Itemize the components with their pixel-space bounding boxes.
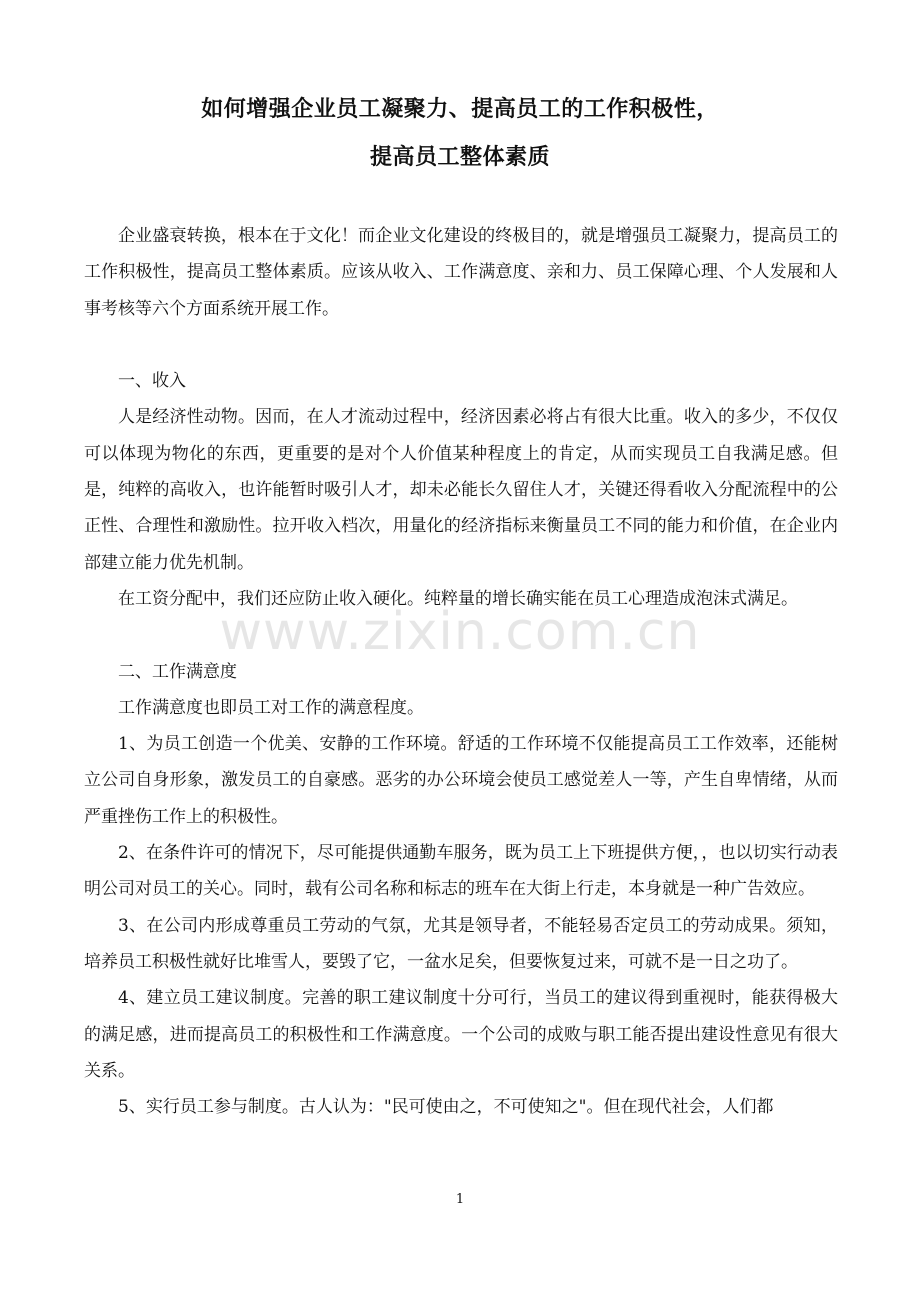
document-title-line1: 如何增强企业员工凝聚力、提高员工的工作积极性， [201,97,719,122]
satisfaction-item-5: 5、实行员工参与制度。古人认为："民可使由之，不可使知之"。但在现代社会，人们都 [118,1097,774,1118]
section-heading-income: 一、收入 [118,371,186,392]
satisfaction-item-4: 4、建立员工建议制度。完善的职工建议制度十分可行，当员工的建议得到重视时，能获得极大的满足感，进而提高员工的积极性和工作满意度。一个公司的成败与职工能否提出建设性意见有很大关系。 [84,988,838,1081]
income-paragraph-1: 人是经济性动物。因而，在人才流动过程中，经济因素必将占有很大比重。收入的多少，不仅仅可以体现为物化的东西，更重要的是对个人价值某种程度上的肯定，从而实现员工自我满足感。但是，纯粹的高收入，也许能暂时吸引人才，却未必能长久留住人才，关键还得看收入分配流程中的公正性、合理性和激励性。拉开收入档次，用量化的经济指标来衡量员工不同的能力和价值，在企业内部建立能力优先机制。 [84,407,838,573]
section-heading-satisfaction: 二、工作满意度 [118,661,237,682]
page-number: 1 [455,1192,465,1207]
document-body [84,218,838,1125]
satisfaction-item-2: 2、在条件许可的情况下，尽可能提供通勤车服务，既为员工上下班提供方便，，也以切实行动表明公司对员工的关心。同时，载有公司名称和标志的班车在大街上行走，本身就是一种广告效应。 [84,843,838,900]
satisfaction-paragraph-1: 工作满意度也即员工对工作的满意程度。 [118,697,424,718]
blank-line [84,327,838,363]
document-title-line2: 提高员工整体素质 [369,145,550,170]
satisfaction-item-3: 3、在公司内形成尊重员工劳动的气氛，尤其是领导者，不能轻易否定员工的劳动成果。须知，培养员工积极性就好比堆雪人，要毁了它，一盆水足矣，但要恢复过来，可就不是一日之功了。 [84,915,838,972]
blank-line [84,617,838,653]
income-paragraph-2: 在工资分配中，我们还应防止收入硬化。纯粹量的增长确实能在员工心理造成泡沫式满足。 [118,588,798,609]
satisfaction-item-1: 1、为员工创造一个优美、安静的工作环境。舒适的工作环境不仅能提高员工工作效率，还能树立公司自身形象，激发员工的自豪感。恶劣的办公环境会使员工感觉差人一等，产生自卑情绪，从而严重挫伤工作上的积极性。 [84,734,838,827]
watermark: www.zixin.com.cn [219,602,701,662]
intro-paragraph: 企业盛衰转换，根本在于文化！而企业文化建设的终极目的，就是增强员工凝聚力，提高员工的工作积极性，提高员工整体素质。应该从收入、工作满意度、亲和力、员工保障心理、个人发展和人事考核等六个方面系统开展工作。 [84,226,838,319]
